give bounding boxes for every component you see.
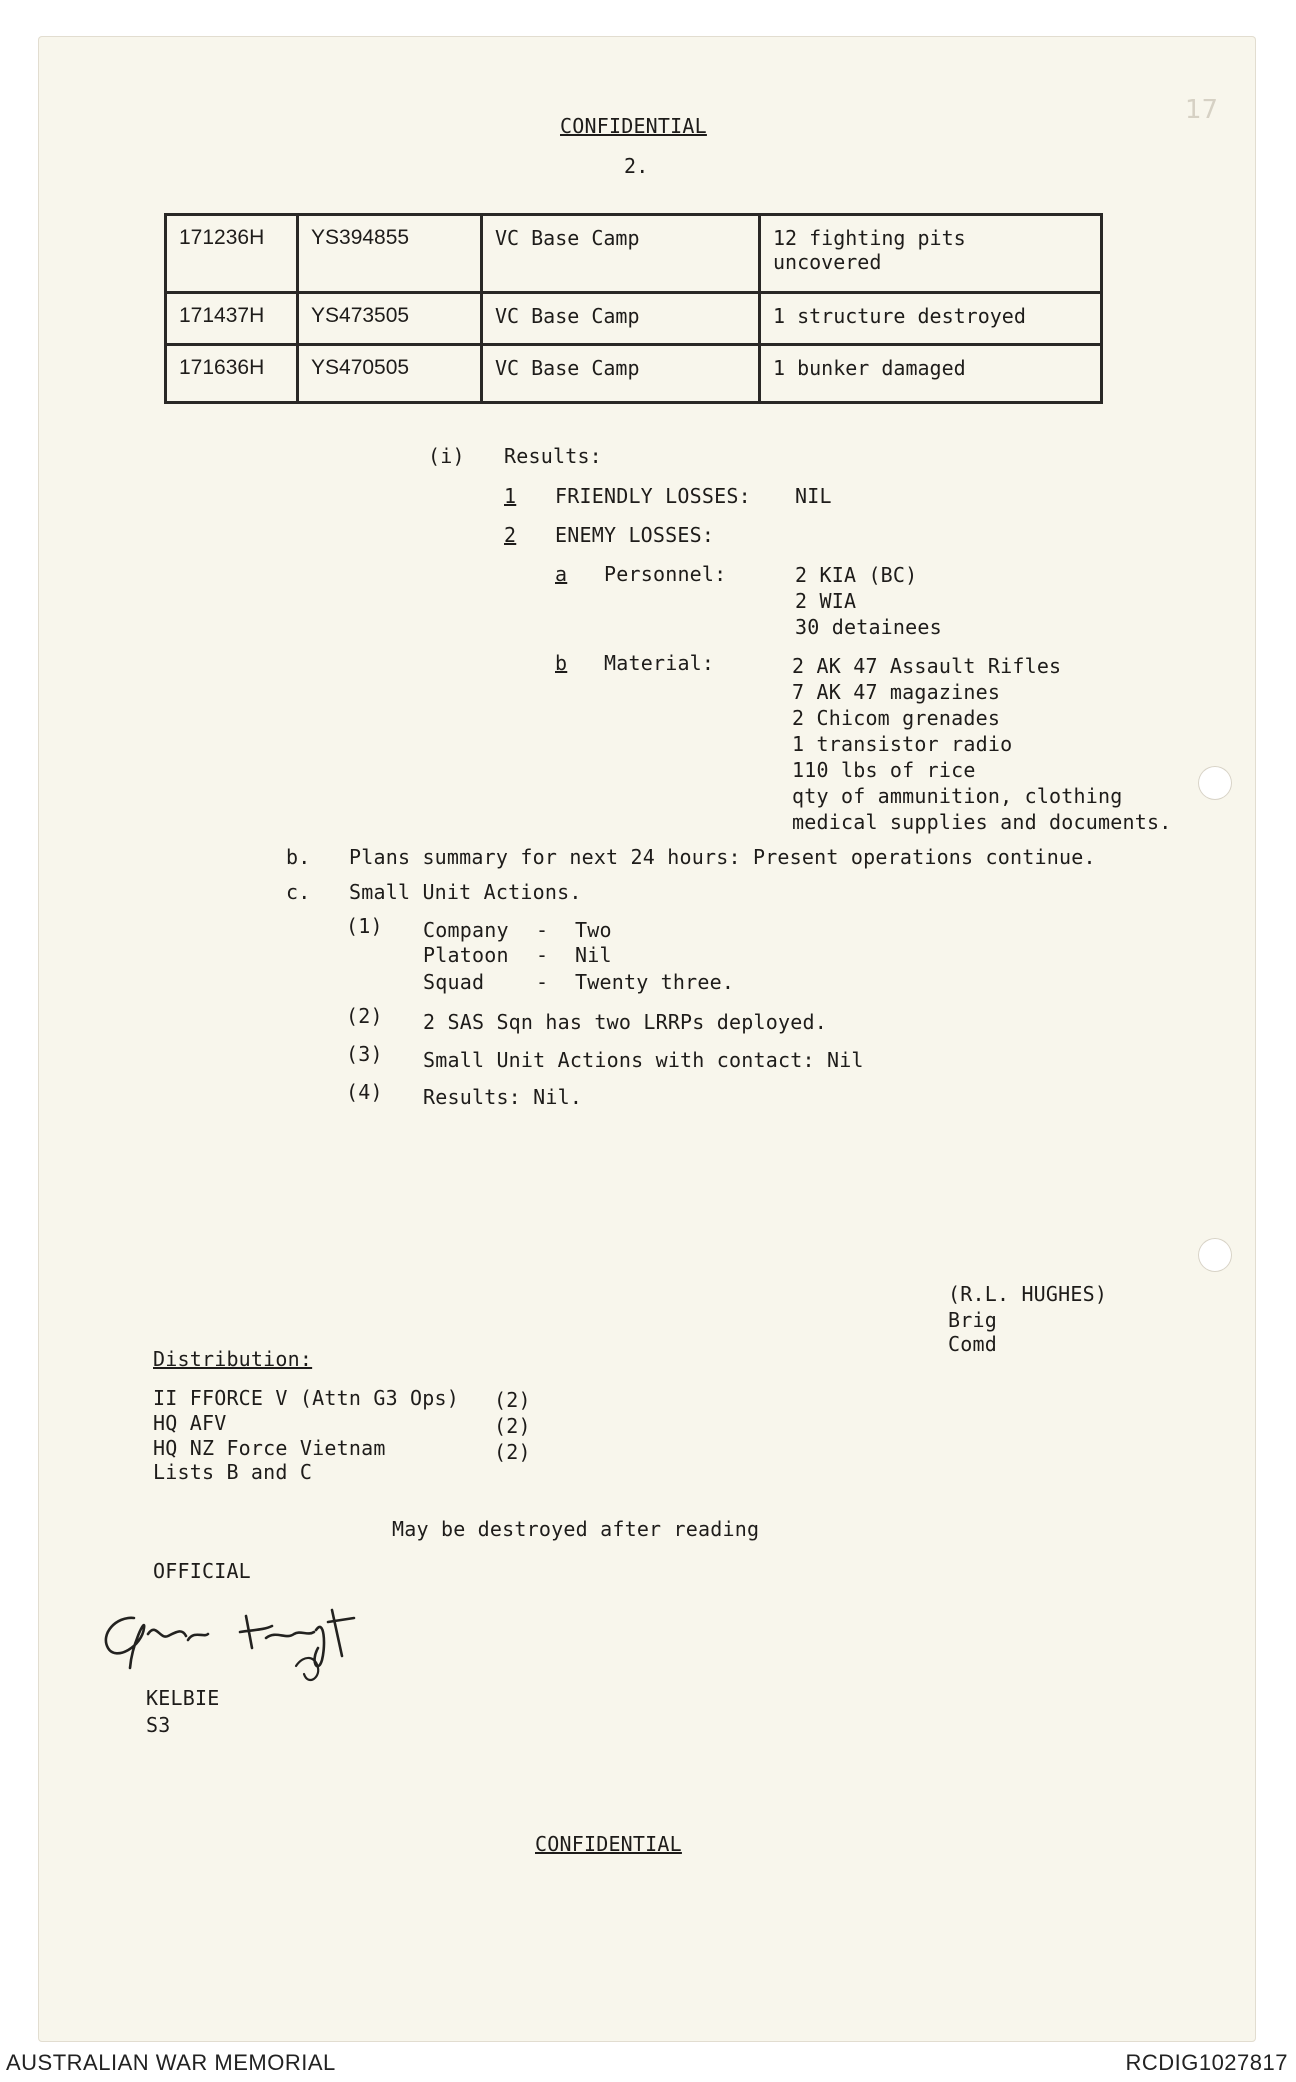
personnel-item: 30 detainees (795, 615, 942, 639)
unit-value: Nil (575, 943, 612, 967)
friendly-label: FRIENDLY LOSSES: (555, 484, 751, 508)
cell-grid: YS473505 (298, 293, 482, 345)
distribution-recipient: II FFORCE V (Attn G3 Ops) (153, 1386, 460, 1410)
signatory-role: Comd (948, 1332, 997, 1356)
results-heading: Results: (504, 444, 602, 468)
archive-reference: RCDIG1027817 (1125, 2050, 1288, 2075)
cell-result: 1 bunker damaged (760, 345, 1102, 403)
plans-text: Plans summary for next 24 hours: Present operations continue. (349, 845, 1096, 869)
unit-name: Company (423, 918, 509, 942)
sua-item-num: (1) (346, 914, 383, 938)
material-item: 7 AK 47 magazines (792, 680, 1001, 704)
material-item: qty of ammunition, clothing (792, 784, 1123, 808)
personnel-label: Personnel: (604, 562, 727, 586)
faint-page-number: 17 (1185, 95, 1219, 125)
handwritten-signature (96, 1590, 436, 1690)
cell-target: VC Base Camp (482, 215, 760, 293)
table-row (166, 345, 1102, 403)
archive-source: AUSTRALIAN WAR MEMORIAL (6, 2050, 336, 2075)
cell-time: 171636H (166, 345, 298, 403)
friendly-value: NIL (795, 484, 832, 508)
table-row (166, 293, 1102, 345)
material-item: 2 AK 47 Assault Rifles (792, 654, 1062, 678)
cell-target: VC Base Camp (482, 345, 760, 403)
punch-hole-upper (1198, 766, 1232, 800)
friendly-num: 1 (504, 484, 517, 508)
plans-letter: b. (286, 845, 311, 869)
sua-item-num: (4) (346, 1080, 383, 1104)
table-row (166, 215, 1102, 293)
unit-value: Twenty three. (575, 970, 735, 994)
cell-time: 171236H (166, 215, 298, 293)
sua-item-text: Small Unit Actions with contact: Nil (423, 1048, 864, 1072)
cell-grid: YS394855 (298, 215, 482, 293)
sua-item-num: (3) (346, 1042, 383, 1066)
official-label: OFFICIAL (153, 1559, 251, 1583)
distribution-copies: (2) (494, 1388, 531, 1412)
official-title: S3 (146, 1713, 171, 1737)
distribution-note: May be destroyed after reading (392, 1517, 760, 1541)
results-marker: (i) (428, 444, 465, 468)
cell-result: 12 fighting pits uncovered (760, 215, 1102, 293)
signatory-name: (R.L. HUGHES) (948, 1282, 1108, 1306)
personnel-letter: a (555, 562, 568, 586)
enemy-label: ENEMY LOSSES: (555, 523, 715, 547)
unit-dash: - (536, 943, 549, 967)
signatory-rank: Brig (948, 1308, 997, 1332)
cell-grid: YS470505 (298, 345, 482, 403)
unit-dash: - (536, 918, 549, 942)
material-item: 2 Chicom grenades (792, 706, 1001, 730)
page-number: 2. (624, 154, 649, 178)
sua-letter: c. (286, 880, 311, 904)
unit-name: Squad (423, 970, 485, 994)
distribution-recipient: Lists B and C (153, 1460, 313, 1484)
material-label: Material: (604, 651, 715, 675)
classification-footer: CONFIDENTIAL (535, 1832, 682, 1856)
distribution-heading: Distribution: (153, 1347, 313, 1371)
sua-item-num: (2) (346, 1004, 383, 1028)
classification-header: CONFIDENTIAL (560, 114, 707, 138)
sua-item-text: Results: Nil. (423, 1085, 583, 1109)
material-item: 1 transistor radio (792, 732, 1013, 756)
cell-result: 1 structure destroyed (760, 293, 1102, 345)
air-strike-table (164, 213, 1103, 404)
unit-dash: - (536, 970, 549, 994)
punch-hole-lower (1198, 1238, 1232, 1272)
personnel-item: 2 WIA (795, 589, 857, 613)
enemy-num: 2 (504, 523, 517, 547)
distribution-copies: (2) (494, 1440, 531, 1464)
unit-value: Two (575, 918, 612, 942)
cell-time: 171437H (166, 293, 298, 345)
distribution-recipient: HQ NZ Force Vietnam (153, 1436, 386, 1460)
material-item: medical supplies and documents. (792, 810, 1172, 834)
sua-heading: Small Unit Actions. (349, 880, 582, 904)
material-letter: b (555, 651, 568, 675)
sua-item-text: 2 SAS Sqn has two LRRPs deployed. (423, 1010, 827, 1034)
official-name: KELBIE (146, 1686, 220, 1710)
distribution-copies: (2) (494, 1414, 531, 1438)
personnel-item: 2 KIA (BC) (795, 563, 918, 587)
distribution-recipient: HQ AFV (153, 1411, 227, 1435)
cell-target: VC Base Camp (482, 293, 760, 345)
unit-name: Platoon (423, 943, 509, 967)
material-item: 110 lbs of rice (792, 758, 976, 782)
